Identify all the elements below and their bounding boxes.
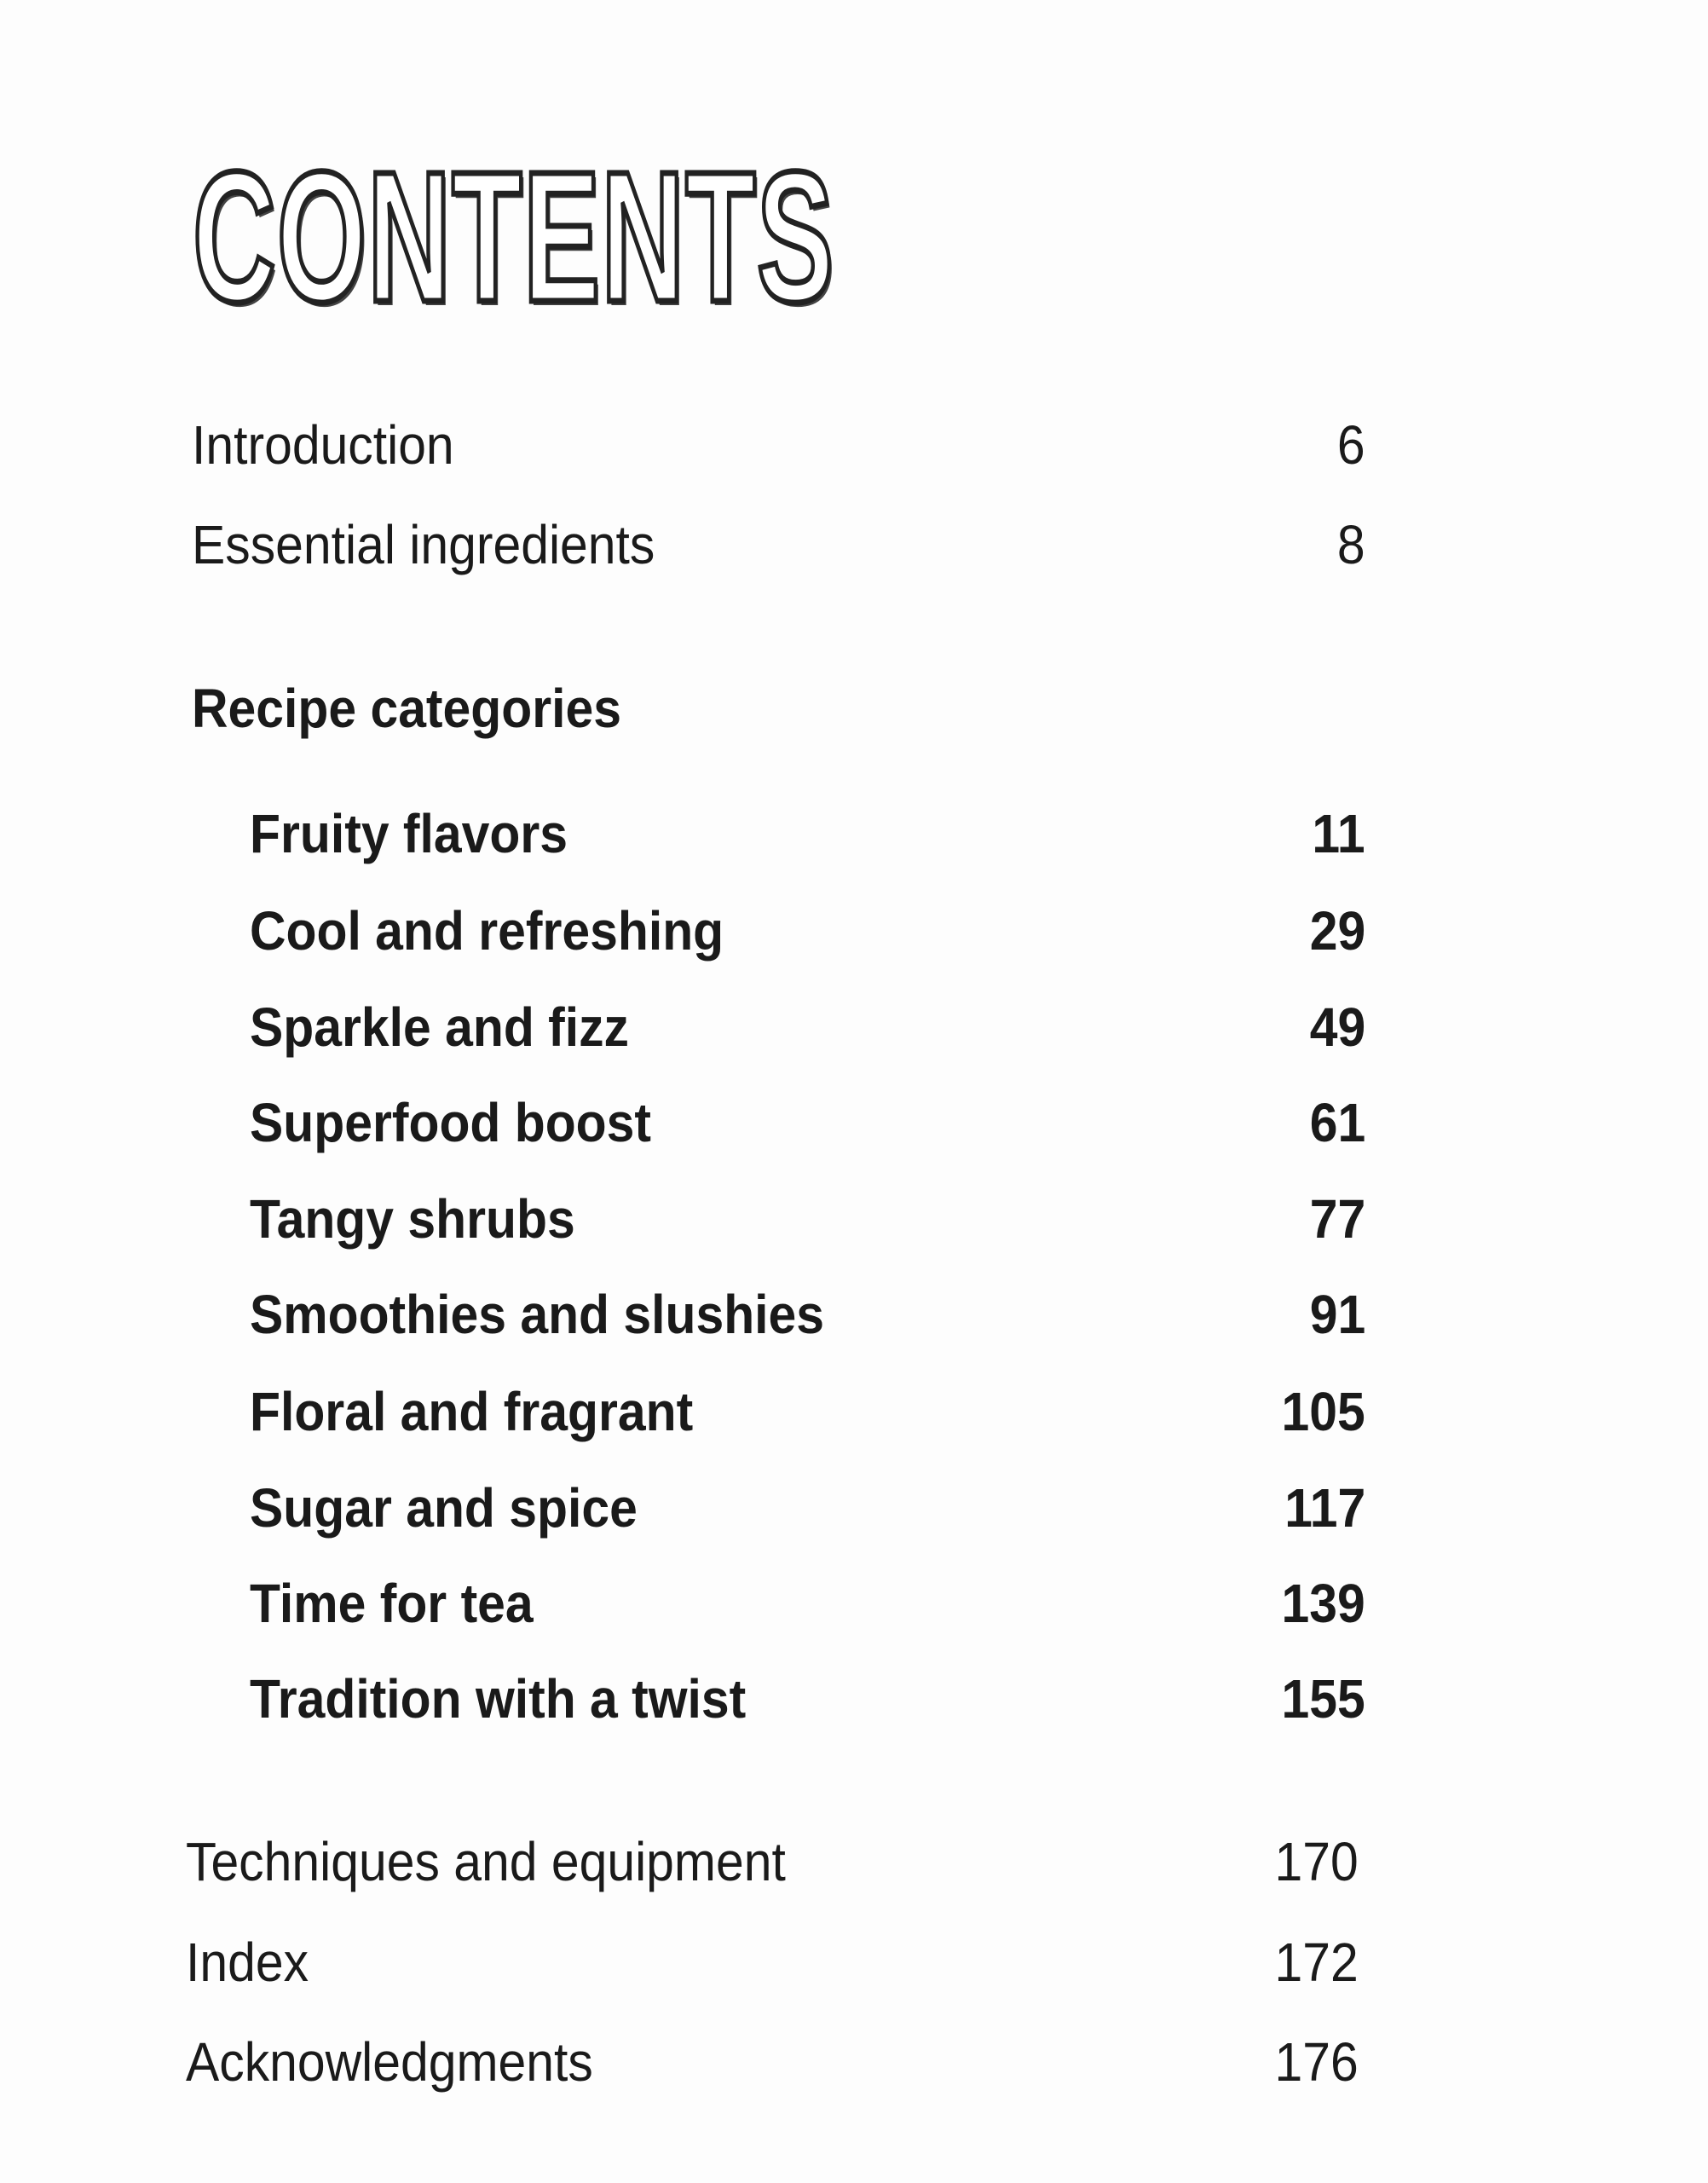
entry-label: Tangy shrubs [250, 1188, 575, 1250]
section-heading-label: Recipe categories [192, 678, 621, 739]
toc-entry [0, 1569, 1708, 1637]
section-heading [0, 674, 1708, 742]
entry-page: 105 [1281, 1381, 1365, 1442]
entry-label: Techniques and equipment [186, 1831, 786, 1892]
entry-page: 49 [1309, 996, 1365, 1058]
entry-page: 77 [1309, 1188, 1365, 1250]
entry-page: 176 [1274, 2031, 1359, 2093]
toc-entry [0, 800, 1708, 868]
entry-label: Tradition with a twist [250, 1668, 747, 1730]
toc-entry [0, 1280, 1708, 1348]
entry-label: Sparkle and fizz [250, 996, 629, 1058]
toc-entry [0, 1828, 1708, 1896]
toc-entry [0, 1377, 1708, 1446]
toc-entry [0, 411, 1708, 479]
entry-label: Time for tea [250, 1573, 534, 1634]
entry-page: 172 [1274, 1932, 1359, 1993]
entry-label: Smoothies and slushies [250, 1284, 825, 1345]
entry-page: 170 [1274, 1831, 1359, 1892]
entry-page: 117 [1284, 1477, 1365, 1539]
toc-entry [0, 2028, 1708, 2096]
entry-page: 29 [1309, 900, 1365, 962]
entry-label: Fruity flavors [250, 803, 568, 864]
entry-label: Acknowledgments [186, 2031, 593, 2093]
entry-page: 8 [1337, 514, 1365, 575]
entry-page: 61 [1309, 1092, 1365, 1153]
entry-label: Cool and refreshing [250, 900, 724, 962]
entry-page: 91 [1309, 1284, 1365, 1345]
entry-label: Superfood boost [250, 1092, 651, 1153]
page-title: CONTENTS [193, 134, 835, 341]
entry-label: Essential ingredients [192, 514, 655, 575]
toc-entry [0, 897, 1708, 965]
toc-entry [0, 1665, 1708, 1733]
toc-entry [0, 511, 1708, 579]
toc-entry [0, 1474, 1708, 1542]
entry-page: 6 [1337, 414, 1365, 476]
entry-label: Floral and fragrant [250, 1381, 694, 1442]
entry-label: Introduction [192, 414, 454, 476]
toc-entry [0, 993, 1708, 1061]
entry-page: 155 [1281, 1668, 1365, 1730]
entry-label: Index [186, 1932, 309, 1993]
toc-entry [0, 1089, 1708, 1157]
entry-page: 139 [1281, 1573, 1365, 1634]
toc-entry [0, 1928, 1708, 1996]
entry-page: 11 [1312, 803, 1365, 864]
entry-label: Sugar and spice [250, 1477, 638, 1539]
toc-entry [0, 1185, 1708, 1253]
